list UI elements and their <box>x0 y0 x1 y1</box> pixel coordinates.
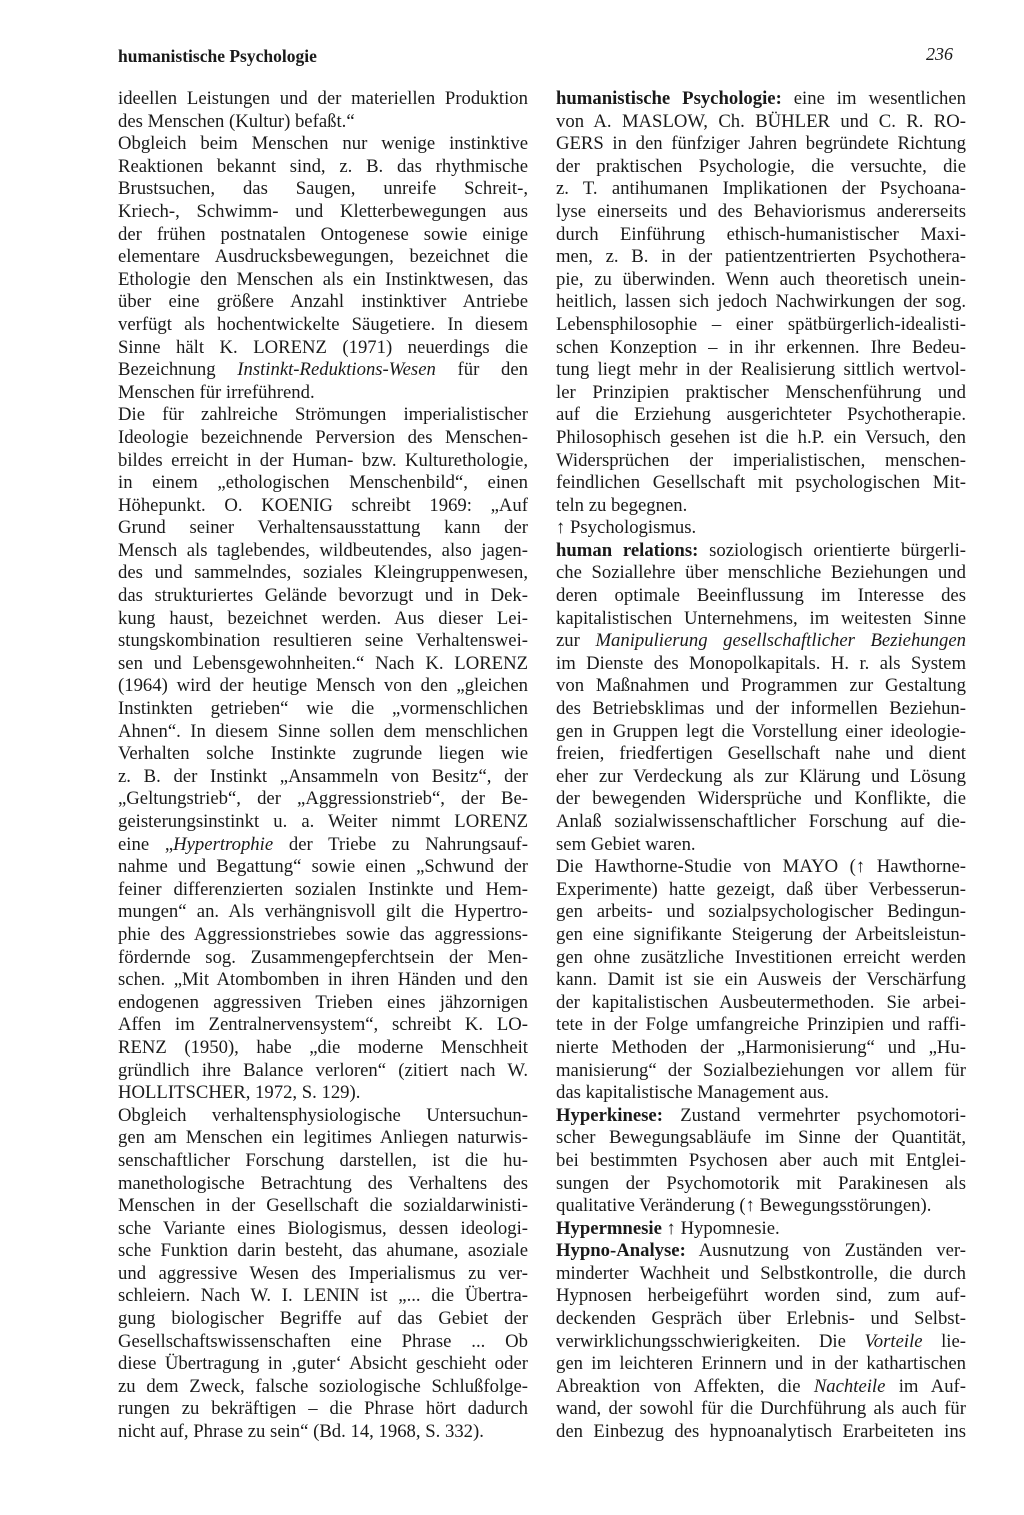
text-segment: der Triebe zu Nahrungsauf- <box>273 833 528 855</box>
text-line <box>556 1127 966 1150</box>
text-segment: manisierung“ der Sozialbeziehungen vor allem für <box>556 1059 966 1081</box>
text-line <box>118 246 528 269</box>
text-line <box>118 1240 528 1263</box>
text-segment: GERS in den fünfziger Jahren begründete Richtung <box>556 133 966 155</box>
text-segment: Philosophisch gesehen ist die h.P. ein Versuch, den <box>556 426 966 448</box>
text-segment: zur <box>556 630 596 652</box>
text-line <box>118 133 528 156</box>
text-line <box>118 992 528 1015</box>
text-line <box>556 1353 966 1376</box>
text-segment: auf die Erziehung ausgerichteter Psychotherapie. <box>556 404 966 426</box>
text-line <box>118 788 528 811</box>
entry-headword: Hypno-Analyse: <box>556 1240 686 1262</box>
text-segment: ↑ Hypomnesie. <box>661 1217 780 1239</box>
text-segment: soziologisch orientierte bürgerli- <box>698 539 966 561</box>
text-segment: sen und Lebensgewohnheiten.“ Nach K. LORENZ <box>118 652 528 674</box>
text-segment: kung haust, bezeichnet werden. Aus dieser Lei- <box>118 607 528 629</box>
left-text-column <box>118 88 528 1444</box>
text-line <box>556 585 966 608</box>
text-line <box>556 224 966 247</box>
text-line <box>556 1195 966 1218</box>
text-line <box>118 1421 528 1444</box>
text-segment: ler Prinzipien praktischer Menschenführung und <box>556 381 966 403</box>
entry-headword: Hyperkinese: <box>556 1104 663 1126</box>
text-segment: schen. „Mit Atombomben in ihren Händen und den <box>118 969 528 991</box>
text-segment: z. T. antihumanen Implikationen der Psychoana- <box>556 178 966 200</box>
text-line <box>118 834 528 857</box>
text-segment: bildes erreicht in der Human- bzw. Kulturethologie, <box>118 449 528 471</box>
text-line <box>118 1105 528 1128</box>
text-line <box>118 450 528 473</box>
text-line <box>118 675 528 698</box>
text-segment: nierte Methoden der „Harmonisierung“ und „Hu- <box>556 1036 966 1058</box>
text-segment: deckenden Gespräch über Erlebnis- und Selbst- <box>556 1308 966 1330</box>
text-line <box>556 291 966 314</box>
text-line <box>556 382 966 405</box>
text-line <box>556 879 966 902</box>
text-segment: Sinne hält K. LORENZ (1971) neuerdings die <box>118 336 528 358</box>
text-line <box>556 1263 966 1286</box>
text-line <box>556 1105 966 1128</box>
text-segment: schen Konzeption – in ihr erkennen. Ihre Bedeu- <box>556 336 966 358</box>
text-line <box>118 969 528 992</box>
text-segment: manethologische Betrachtung des Verhaltens des <box>118 1172 528 1194</box>
text-segment: feiner differenzierten sozialen Instinkte und Hem- <box>118 878 528 900</box>
text-line <box>556 608 966 631</box>
text-segment: Die für zahlreiche Strömungen imperialistischer <box>118 404 528 426</box>
text-segment: schleiern. Nach W. I. LENIN ist „... die Übertra- <box>118 1285 528 1307</box>
text-line <box>118 1263 528 1286</box>
text-line <box>556 133 966 156</box>
text-line <box>118 156 528 179</box>
text-line <box>118 201 528 224</box>
text-line <box>556 947 966 970</box>
text-segment: wand, der sowohl für die Durchführung als auch für <box>556 1398 966 1420</box>
text-segment: der praktischen Psychologie, die versuchte, die <box>556 155 966 177</box>
text-line <box>556 1285 966 1308</box>
text-segment: gen am Menschen ein legitimes Anliegen naturwis- <box>118 1127 528 1149</box>
text-line <box>556 788 966 811</box>
text-line <box>118 427 528 450</box>
text-line <box>556 201 966 224</box>
text-line <box>556 992 966 1015</box>
text-line <box>556 359 966 382</box>
text-line <box>556 178 966 201</box>
text-segment: durch Einführung ethisch-humanistischer Maxi- <box>556 223 966 245</box>
text-line <box>118 1037 528 1060</box>
text-segment: den Einbezug des hypnoanalytisch Erarbeiteten ins <box>556 1421 966 1443</box>
page-number: 236 <box>926 44 953 64</box>
text-line <box>556 630 966 653</box>
text-line <box>556 495 966 518</box>
text-segment: Verhalten solche Instinkte zugrunde liegen wie <box>118 743 528 765</box>
text-line <box>118 1376 528 1399</box>
text-segment: freien, friedfertigen Gesellschaft nahe und dient <box>556 743 966 765</box>
text-segment: Höhepunkt. O. KOENIG schreibt 1969: „Auf <box>118 494 528 516</box>
text-line <box>556 721 966 744</box>
text-segment: (1964) wird der heutige Mensch von den „gleichen <box>118 675 528 697</box>
text-segment: verfügt als hochentwickelte Säugetiere. In diesem <box>118 313 528 335</box>
text-segment: Obgleich beim Menschen nur wenige instinktive <box>118 133 528 155</box>
text-segment: verwirklichungsschwierigkeiten. Die <box>556 1330 865 1352</box>
running-head: humanistische Psychologie <box>118 46 317 66</box>
text-segment: des Betriebsklimas und der informellen Beziehun- <box>556 698 966 720</box>
text-line <box>118 314 528 337</box>
text-line <box>556 1421 966 1444</box>
text-segment: von A. MASLOW, Ch. BÜHLER und C. R. RO- <box>556 110 966 132</box>
text-segment: Brustsuchen, das Saugen, unreife Schreit-, <box>118 178 528 200</box>
text-line <box>118 1173 528 1196</box>
text-line <box>118 1127 528 1150</box>
text-line <box>118 540 528 563</box>
text-line <box>556 1376 966 1399</box>
text-segment: sche Variante eines Biologismus, dessen ideologi- <box>118 1217 528 1239</box>
text-line <box>556 314 966 337</box>
text-segment: „Geltungstrieb“, der „Aggressionstrieb“, der Be- <box>118 788 528 810</box>
emphasis-text: Hypertrophie <box>173 833 274 855</box>
text-segment: Ideologie bezeichnende Perversion des Menschen- <box>118 426 528 448</box>
text-line <box>556 924 966 947</box>
text-segment: für den <box>435 359 528 381</box>
text-segment: elementare Ausdrucksbewegungen, bezeichnet die <box>118 246 528 268</box>
text-line <box>556 1173 966 1196</box>
text-segment: zu dem Zweck, falsche soziologische Schlußfolge- <box>118 1375 528 1397</box>
text-line <box>118 856 528 879</box>
text-segment: Zustand vermehrter psychomotori- <box>662 1104 966 1126</box>
text-line <box>118 924 528 947</box>
text-segment: im Dienste des Monopolkapitals. H. r. als System <box>556 652 966 674</box>
text-segment: des und sammelndes, soziales Kleingruppenwesen, <box>118 562 528 584</box>
text-segment: der kapitalistischen Ausbeutermethoden. Sie arbei- <box>556 991 966 1013</box>
text-segment: über eine größere Anzahl instinktiver Antriebe <box>118 291 528 313</box>
text-line <box>118 404 528 427</box>
text-segment: Lebensphilosophie – einer spätbürgerlich-idealisti- <box>556 313 966 335</box>
text-segment: Grund seiner Verhaltensausstattung kann der <box>118 517 528 539</box>
text-segment: qualitative Veränderung (↑ Bewegungsstörungen). <box>556 1195 932 1217</box>
text-line <box>118 1331 528 1354</box>
text-segment: Reaktionen bekannt sind, z. B. das rhythmische <box>118 155 528 177</box>
text-segment: der frühen postnatalen Ontogenese sowie einige <box>118 223 528 245</box>
text-segment: eine „ <box>118 833 174 855</box>
text-line <box>118 630 528 653</box>
text-line <box>118 1353 528 1376</box>
text-line <box>118 472 528 495</box>
text-segment: lie- <box>922 1330 966 1352</box>
text-line <box>556 156 966 179</box>
text-segment: Ahnen“. In diesem Sinne sollen dem menschlichen <box>118 720 528 742</box>
entry-headword: humanistische Psychologie: <box>556 88 782 109</box>
text-line <box>118 1150 528 1173</box>
text-segment: der bewegenden Widersprüche und Konflikte, die <box>556 788 966 810</box>
text-segment: heitlich, lassen sich jedoch Nachwirkungen der sog. <box>556 291 966 313</box>
text-segment: men, z. B. in der patientzentrierten Psychothera- <box>556 246 966 268</box>
text-line <box>556 450 966 473</box>
text-line <box>556 562 966 585</box>
text-line <box>118 337 528 360</box>
text-segment: kapitalistischen Unternehmens, im weitesten Sinne <box>556 607 966 629</box>
text-line <box>556 88 966 111</box>
text-line <box>556 834 966 857</box>
text-line <box>556 1082 966 1105</box>
emphasis-text: Manipulierung gesellschaftlicher Beziehungen <box>595 630 966 652</box>
text-segment: mungen“ an. Als verhängnisvoll gilt die Hypertro- <box>118 901 528 923</box>
text-segment: phie des Aggressionstriebes sowie das aggressions- <box>118 923 528 945</box>
text-line <box>118 1398 528 1421</box>
text-segment: Die Hawthorne-Studie von MAYO (↑ Hawthorne- <box>556 856 966 878</box>
text-line <box>556 653 966 676</box>
text-line <box>556 337 966 360</box>
text-line <box>118 766 528 789</box>
text-segment: tete in der Folge umfangreiche Prinzipien und raffi- <box>556 1014 966 1036</box>
text-line <box>118 382 528 405</box>
text-line <box>118 1082 528 1105</box>
text-segment: Ausnutzung von Zuständen ver- <box>685 1240 966 1262</box>
text-line <box>556 1398 966 1421</box>
text-line <box>556 811 966 834</box>
text-segment: geisterungsinstinkt u. a. Weiter nimmt LORENZ <box>118 811 528 832</box>
text-segment: Ethologie den Menschen als ein Instinktwesen, das <box>118 268 528 290</box>
text-line <box>118 178 528 201</box>
text-line <box>118 1060 528 1083</box>
text-line <box>556 766 966 789</box>
text-line <box>556 1308 966 1331</box>
text-line <box>118 585 528 608</box>
text-segment: Instinkten getrieben“ wie die „vormenschlichen <box>118 698 528 720</box>
text-segment: gen eine signifikante Steigerung der Arbeitsleistun- <box>556 923 966 945</box>
text-line <box>118 698 528 721</box>
text-segment: senschaftlicher Forschung darstellen, ist die hu- <box>118 1149 528 1171</box>
text-segment: RENZ (1950), habe „die moderne Menschheit <box>118 1036 528 1058</box>
text-segment: und aggressive Wesen des Imperialismus zu ver- <box>118 1262 528 1284</box>
text-segment: feindlichen Gesellschaft mit psychologischen Mit- <box>556 472 966 494</box>
text-line <box>118 947 528 970</box>
text-segment: minderter Wachheit und Selbstkontrolle, die durch <box>556 1262 966 1284</box>
text-line <box>118 88 528 111</box>
text-line <box>118 1285 528 1308</box>
text-line <box>118 653 528 676</box>
text-line <box>556 427 966 450</box>
text-line <box>118 608 528 631</box>
text-line <box>556 901 966 924</box>
text-segment: Affen im Zentralnervensystem“, schreibt K. LO- <box>118 1014 528 1036</box>
text-segment: gen im leichteren Erinnern und in der kathartischen <box>556 1353 966 1375</box>
text-segment: HOLLITSCHER, 1972, S. 129). <box>118 1082 361 1104</box>
text-segment: gen ohne zusätzliche Investitionen erreicht werden <box>556 946 966 968</box>
text-segment: kann. Damit ist sie ein Ausweis der Verschärfung <box>556 969 966 991</box>
text-line <box>556 675 966 698</box>
text-segment: fördernde sog. Zusammengepferchtsein der Men- <box>118 946 528 968</box>
text-line <box>556 540 966 563</box>
text-segment: Hypnosen herbeigeführt worden sind, zum auf- <box>556 1285 966 1307</box>
text-segment: rungen zu bekräftigen – die Phrase hört dadurch <box>118 1398 528 1420</box>
text-segment: Bezeichnung <box>118 359 238 381</box>
text-segment: lyse einerseits und des Behaviorismus andererseits <box>556 200 966 222</box>
text-line <box>118 1218 528 1241</box>
text-line <box>118 1195 528 1218</box>
text-segment: nicht auf, Phrase zu sein“ (Bd. 14, 1968, S. 332). <box>118 1421 484 1443</box>
text-segment: deren optimale Beeinflussung im Interesse des <box>556 585 966 607</box>
text-line <box>118 517 528 540</box>
text-segment: bei bestimmten Psychosen aber auch mit Entglei- <box>556 1149 966 1171</box>
text-line <box>556 698 966 721</box>
text-line <box>556 404 966 427</box>
text-line <box>556 1014 966 1037</box>
text-segment: stungskombination resultieren seine Verhaltenswei- <box>118 630 528 652</box>
text-line <box>118 879 528 902</box>
text-segment: scher Bewegungsabläufe im Sinne der Quantität, <box>556 1127 966 1149</box>
text-segment: eine im wesentlichen <box>781 88 966 109</box>
text-segment: endogenen aggressiven Trieben eines jähzornigen <box>118 991 528 1013</box>
text-segment: im Auf- <box>885 1375 966 1397</box>
text-line <box>118 111 528 134</box>
text-segment: nahme und Begattung“ sowie einen „Schwund der <box>118 856 528 878</box>
text-line <box>556 246 966 269</box>
text-line <box>556 969 966 992</box>
text-segment: gung biologischer Begriffe auf das Gebiet der <box>118 1308 528 1330</box>
text-line <box>556 856 966 879</box>
text-segment: Kriech-, Schwimm- und Kletterbewegungen aus <box>118 200 528 222</box>
text-segment: gen arbeits- und sozialpsychologischer Bedingun- <box>556 901 966 923</box>
text-line <box>118 269 528 292</box>
text-line <box>556 1060 966 1083</box>
text-line <box>556 111 966 134</box>
text-segment: Widersprüchen der imperialistischen, menschen- <box>556 449 966 471</box>
text-segment: ↑ Psychologismus. <box>556 517 697 539</box>
text-line <box>118 291 528 314</box>
text-line <box>556 1218 966 1241</box>
text-segment: Experimente) hatte gezeigt, daß über Verbesserun- <box>556 878 966 900</box>
text-segment: Abreaktion von Affekten, die <box>556 1375 814 1397</box>
text-line <box>118 1308 528 1331</box>
text-segment: sem Gebiet waren. <box>556 833 696 855</box>
entry-headword: human relations: <box>556 539 699 561</box>
text-segment: ideellen Leistungen und der materiellen Produktion <box>118 88 528 109</box>
text-line <box>118 721 528 744</box>
text-line <box>118 1014 528 1037</box>
text-line <box>118 901 528 924</box>
text-line <box>556 1037 966 1060</box>
text-line <box>118 811 528 834</box>
text-line <box>556 743 966 766</box>
text-line <box>118 743 528 766</box>
text-line <box>556 1150 966 1173</box>
emphasis-text: Nachteile <box>813 1375 886 1397</box>
text-segment: che Soziallehre über menschliche Beziehungen und <box>556 562 966 584</box>
text-segment: eher zur Verdeckung als zur Klärung und Lösung <box>556 765 966 787</box>
emphasis-text: Instinkt-Reduktions-Wesen <box>237 359 436 381</box>
emphasis-text: Vorteile <box>864 1330 923 1352</box>
text-segment: Menschen für irreführend. <box>118 381 315 403</box>
text-segment: teln zu begegnen. <box>556 494 688 516</box>
text-line <box>556 472 966 495</box>
text-segment: gründlich ihre Balance verloren“ (zitiert nach W. <box>118 1059 528 1081</box>
text-segment: in einem „ethologischen Menschenbild“, einen <box>118 472 528 494</box>
text-line <box>556 1331 966 1354</box>
text-segment: sungen der Psychomotorik mit Parakinesen als <box>556 1172 966 1194</box>
text-line <box>118 495 528 518</box>
text-line <box>556 517 966 540</box>
text-segment: das kapitalistische Management aus. <box>556 1082 829 1104</box>
text-segment: Menschen in der Gesellschaft die sozialdarwinisti- <box>118 1195 528 1217</box>
entry-headword: Hypermnesie <box>556 1217 662 1239</box>
text-line <box>118 562 528 585</box>
text-segment: Mensch als taglebendes, wildbeutendes, also jagen- <box>118 539 528 561</box>
text-line <box>118 224 528 247</box>
text-segment: sche Funktion darin besteht, das ahumane, asoziale <box>118 1240 528 1262</box>
text-segment: das strukturiertes Gelände bevorzugt und in Dek- <box>118 585 528 607</box>
text-segment: des Menschen (Kultur) befaßt.“ <box>118 110 355 132</box>
text-segment: Gesellschaftswissenschaften eine Phrase ... Ob <box>118 1330 528 1352</box>
text-segment: Obgleich verhaltensphysiologische Untersuchun- <box>118 1104 528 1126</box>
text-line <box>556 269 966 292</box>
text-segment: Anlaß sozialwissenschaftlicher Forschung auf die- <box>556 811 966 832</box>
text-segment: z. B. der Instinkt „Ansammeln von Besitz“, der <box>118 765 528 787</box>
text-segment: gen in Gruppen legt die Vorstellung einer ideologie- <box>556 720 966 742</box>
text-line <box>556 1240 966 1263</box>
right-text-column <box>556 88 966 1444</box>
text-line <box>118 359 528 382</box>
text-segment: pie, zu überwinden. Wenn auch theoretisch unein- <box>556 268 966 290</box>
text-segment: diese Übertragung in ‚guter‘ Absicht geschieht oder <box>118 1353 528 1375</box>
text-segment: tung liegt mehr in der Realisierung sittlich wertvol- <box>556 359 966 381</box>
text-segment: von Maßnahmen und Programmen zur Gestaltung <box>556 675 966 697</box>
